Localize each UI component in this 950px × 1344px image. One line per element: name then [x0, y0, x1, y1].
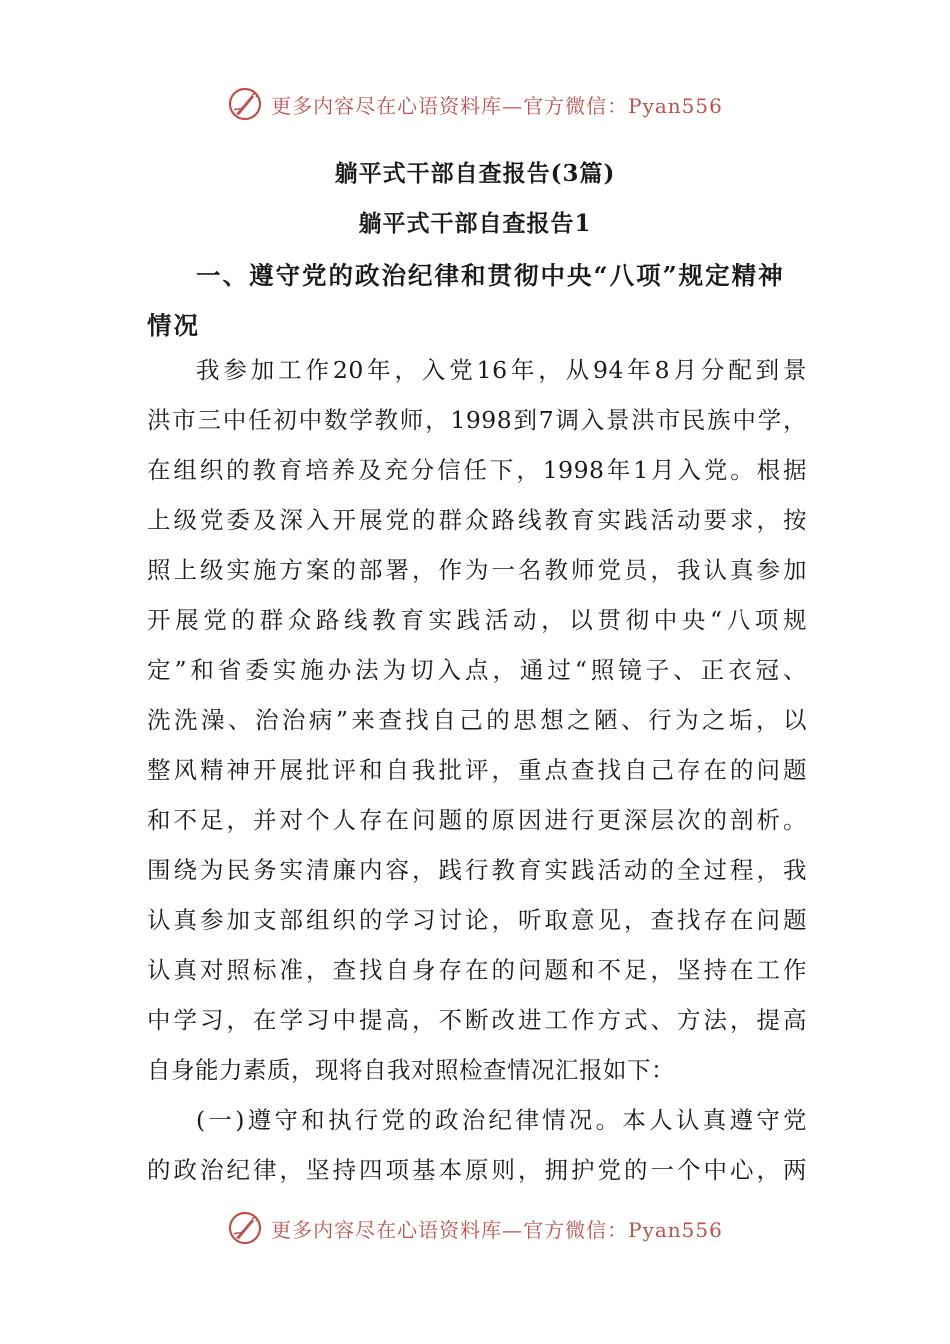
paragraph-line: 认真对照标准，查找自身存在的问题和不足，坚持在工作: [147, 956, 807, 984]
paragraph-line: 自身能力素质，现将自我对照检查情况汇报如下：: [147, 1056, 675, 1084]
paragraph-line: 上级党委及深入开展党的群众路线教育实践活动要求，按: [147, 506, 807, 534]
paragraph-line: 定”和省委实施办法为切入点，通过“照镜子、正衣冠、: [147, 656, 807, 684]
paragraph-line: 认真参加支部组织的学习讨论，听取意见，查找存在问题: [147, 906, 807, 934]
watermark-header: [0, 84, 950, 124]
quill-logo-icon: [227, 86, 263, 122]
paragraph-line: 照上级实施方案的部署，作为一名教师党员，我认真参加: [147, 556, 807, 584]
quill-logo-icon: [227, 1210, 263, 1246]
watermark-text: 更多内容尽在心语资料库—官方微信：Pyan556: [271, 1217, 723, 1242]
paragraph-line: 洗洗澡、治治病”来查找自己的思想之陋、行为之垢，以: [147, 706, 807, 734]
watermark-footer: [0, 1208, 950, 1248]
paragraph-line: 中学习，在学习中提高，不断改进工作方式、方法，提高: [147, 1006, 807, 1034]
document-title: 躺平式干部自查报告(3篇): [334, 160, 616, 187]
paragraph-line: (一)遵守和执行党的政治纪律情况。本人认真遵守党: [196, 1106, 807, 1134]
paragraph-line: 和不足，并对个人存在问题的原因进行更深层次的剖析。: [147, 806, 807, 834]
section-heading: 一、遵守党的政治纪律和贯彻中央“八项”规定精神情况: [147, 261, 785, 340]
paragraph-line: 整风精神开展批评和自我批评，重点查找自己存在的问题: [147, 756, 807, 784]
paragraph-line: 在组织的教育培养及充分信任下，1998年1月入党。根据: [147, 456, 807, 484]
watermark-text: 更多内容尽在心语资料库—官方微信：Pyan556: [271, 93, 723, 118]
document-subtitle: 躺平式干部自查报告1: [358, 210, 592, 237]
paragraph-line: 洪市三中任初中数学教师，1998到7调入景洪市民族中学，: [147, 406, 807, 434]
paragraph-line: 围绕为民务实清廉内容，践行教育实践活动的全过程，我: [147, 856, 807, 884]
paragraph-line: 我参加工作20年，入党16年，从94年8月分配到景: [196, 356, 807, 384]
paragraph-line: 的政治纪律，坚持四项基本原则，拥护党的一个中心，两: [147, 1156, 807, 1184]
paragraph-line: 开展党的群众路线教育实践活动，以贯彻中央“八项规: [147, 606, 807, 634]
